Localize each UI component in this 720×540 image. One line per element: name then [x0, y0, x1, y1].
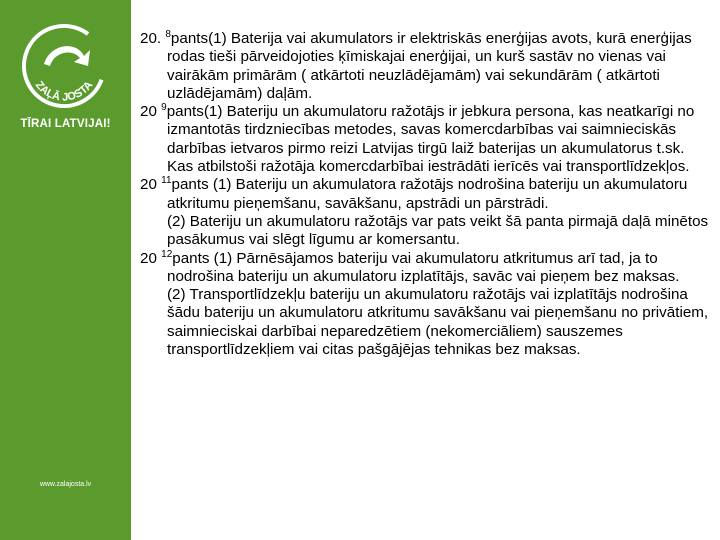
paragraph-20-8: [140, 30, 712, 103]
article-number: 20: [140, 176, 157, 194]
website-url: www.zalajosta.lv: [39, 481, 92, 488]
zala-josta-logo: [18, 20, 110, 112]
paragraph-20-12: [140, 250, 712, 287]
article-number: 20: [140, 249, 157, 267]
main-text: [140, 30, 712, 359]
article-superscript: 8: [165, 29, 171, 40]
paragraph-text: pants(1) Baterija vai akumulators ir elektriskās enerģijas avots, kurā enerģijas rodas tieši pārveidojoties ķīmiskajai enerģijai, un kurš sastāv no vienas vai vairākām primārām ( atkārtoti neuzlādējamām) vai sekundārām ( atkārtoti uzlādējamām) daļām.: [167, 30, 692, 102]
tagline: TĪRAI LATVIJAI!: [20, 118, 111, 130]
article-superscript: 12: [161, 248, 173, 260]
paragraph-20-11: [140, 176, 712, 213]
paragraph-20-9: [140, 103, 712, 176]
article-number: 20.: [140, 30, 162, 47]
paragraph-text: pants (1) Bateriju un akumulatora ražotājs nodrošina bateriju un akumulatoru atkritumu pieņemšanu, savākšanu, apstrādi un pārstrādi.: [167, 176, 688, 212]
article-number: 20: [140, 103, 157, 121]
paragraph-20-12-sub: (2) Transportlīdzekļu bateriju un akumulatoru ražotājs vai izplatītājs nodrošina šādu bateriju un akumulatoru atkritumu savākšanu vai pieņemšanu no privātiem, saimnieciskai darbībai neparedzētiem (nekomerciāliem) sauszemes transportlīdzekļiem vai citas pašgājējas tehnikas bez maksas.: [167, 286, 709, 359]
article-superscript: 9: [161, 102, 167, 114]
sidebar: [0, 0, 131, 540]
svg-text:ZAĻĀ JOSTA: ZAĻĀ JOSTA: [32, 79, 96, 104]
paragraph-text: pants (1) Pārnēsājamos bateriju vai akumulatoru atkritumus arī tad, ja to nodrošina bateriju un akumulatoru izplatītājs, savāc vai pieņem bez maksas.: [167, 249, 680, 285]
article-superscript: 11: [161, 175, 172, 187]
paragraph-20-11-sub: (2) Bateriju un akumulatoru ražotājs var pats veikt šā panta pirmajā daļā minētos pasākumus vai slēgt līgumu ar komersantu.: [167, 212, 709, 249]
paragraph-text: pants(1) Bateriju un akumulatoru ražotājs ir jebkura persona, kas neatkarīgi no izmantotās tirdzniecības metodes, savas komercdarbības vai saimnieciskās darbības ietvaros pirmo reizi Latvijas tirgū laiž baterijas un akumulatorus t.sk. Kas atbilstoši ražotāja komercdarbībai iestrādāti ierīcēs vai transportlīdzekļos.: [166, 103, 695, 176]
